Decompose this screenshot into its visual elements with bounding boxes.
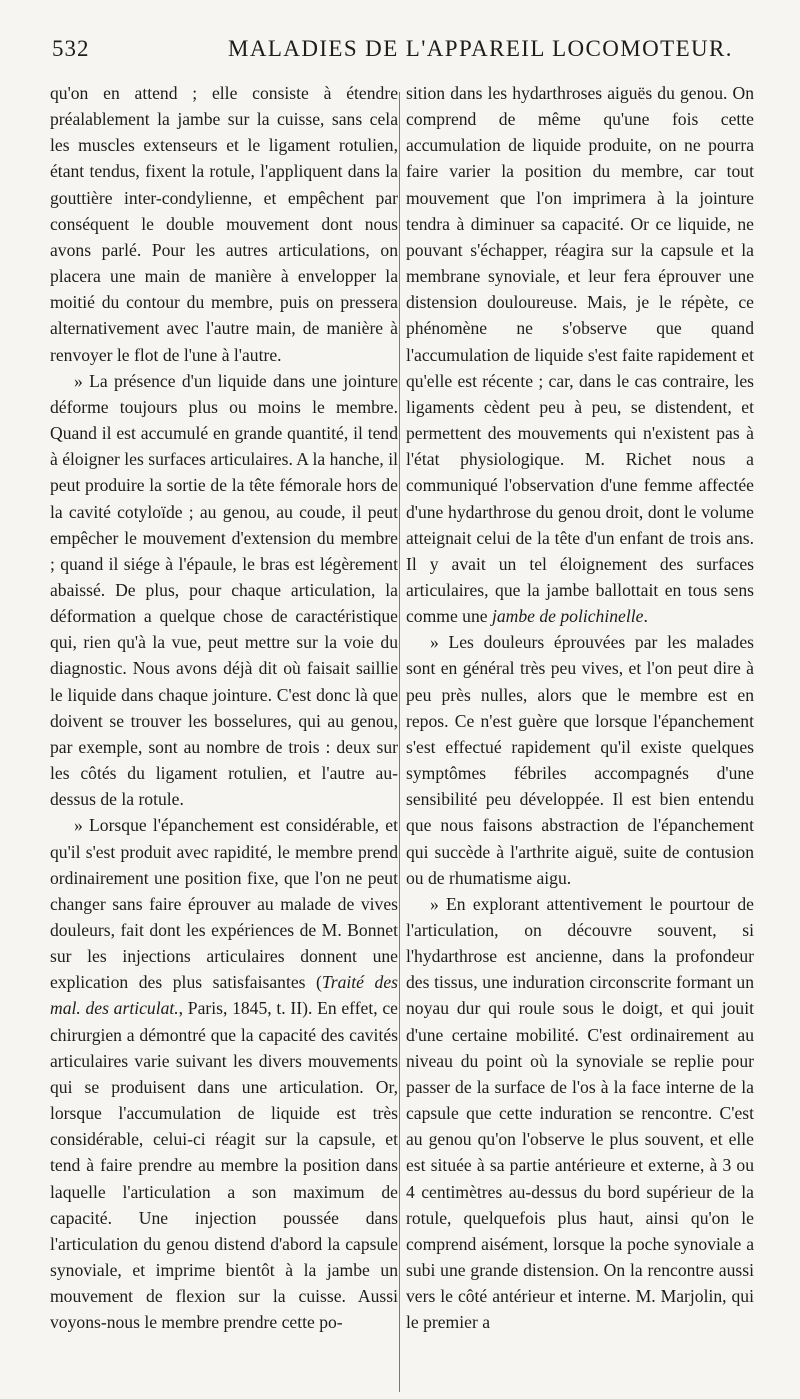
left-column <box>50 80 398 1336</box>
paragraph-text: , Paris, 1845, t. II). En effet, ce chirurgien a démontré que la capacité des cavités articulaires varie suivant les divers mouvements qui se produisent dans une articulation. Or, lorsque l'accumulation de liquide est très considérable, celui-ci réagit sur la capsule, et tend à faire prendre au membre la position dans laquelle l'articulation a son maximum de capacité. Une injection poussée dans l'articulation du genou distend d'abord la capsule synoviale, et imprime bientôt à la jambe un mouvement de flexion sur la cuisse. Aussi voyons-nous le membre prendre cette po- <box>50 998 398 1333</box>
citation-title: Traité des mal. des articulat. <box>50 972 398 1019</box>
paragraph-text: . <box>643 606 648 627</box>
paragraph <box>50 812 398 1335</box>
page-number: 532 <box>52 36 90 61</box>
emphasis-text: jambe de polichinelle <box>491 606 644 627</box>
paragraph: » Les douleurs éprouvées par les malades sont en général très peu vives, et l'on peut dire à peu près nulles, alors que le membre est en repos. Ce n'est guère que lorsque l'épanchement s'est effectué rapidement qu'il existe quelques symptômes fébriles accompagnés d'une sensibilité peu développée. Il est bien entendu que nous faisons abstraction de l'épanchement qui succède à l'arthrite aiguë, suite de contusion ou de rhumatisme aigu. <box>406 632 754 888</box>
page-header <box>52 36 752 68</box>
paragraph: » La présence d'un liquide dans une jointure déforme toujours plus ou moins le membre. Quand il est accumulé en grande quantité, il tend à éloigner les surfaces articulaires. A la hanche, il peut produire la sortie de la tête fémorale hors de la cavité cotyloïde ; au genou, au coude, il peut empêcher le mouvement d'extension du membre ; quand il siége à l'épaule, le bras est légèrement abaissé. De plus, pour chaque articulation, la déformation a quelque chose de caractéristique qui, rien qu'à la vue, peut mettre sur la voie du diagnostic. Nous avons déjà dit où faisait saillie le liquide dans chaque jointure. C'est donc là que doivent se trouver les bosselures, qui au genou, par exemple, sont au nombre de trois : deux sur les côtés du ligament rotulien, et l'autre au-dessus de la rotule. <box>50 370 398 810</box>
paragraph: qu'on en attend ; elle consiste à étendre préalablement la jambe sur la cuisse, sans cela les muscles extenseurs et le ligament rotulien, étant tendus, fixent la rotule, l'appliquent dans la gouttière inter-condylienne, et empêchent par conséquent le double mouvement dont nous avons parlé. Pour les autres articulations, on placera une main de manière à envelopper la moitié du contour du membre, puis on pressera alternativement avec l'autre main, de manière à renvoyer le flot de l'une à l'autre. <box>50 83 398 365</box>
column-divider <box>399 92 400 1392</box>
right-column <box>406 80 754 1336</box>
paragraph-text: sition dans les hydarthroses aiguës du genou. On comprend de même qu'une fois cette accumulation de liquide produite, on ne pourra faire varier la position du membre, car tout mouvement que l'on imprimera à la jointure tendra à diminuer sa capacité. Or ce liquide, ne pouvant s'échapper, réagira sur la capsule et la membrane synoviale, et leur fera éprouver une distension douloureuse. Mais, je le répète, ce phénomène ne s'observe que quand l'accumulation de liquide s'est faite rapidement et qu'elle est récente ; car, dans le cas contraire, les ligaments cèdent peu à peu, se distendent, et permettent des mouvements qui n'existent pas à l'état physiologique. M. Richet nous a communiqué l'observation d'une femme affectée d'une hydarthrose du genou droit, dont le volume atteignait celui de la tête d'un enfant de trois ans. Il y avait un tel éloignement des surfaces articulaires, que la jambe ballottait en tous sens comme une <box>406 83 754 627</box>
paragraph-text: » Lorsque l'épanchement est considérable, et qu'il s'est produit avec rapidité, le membre prend ordinairement une position fixe, que l'on ne peut changer sans faire éprouver au malade de vives douleurs, fait dont les expériences de M. Bonnet sur les injections articulaires donnent une explication des plus satisfaisantes ( <box>50 815 398 993</box>
paragraph <box>406 80 754 629</box>
paragraph: » En explorant attentivement le pourtour de l'articulation, on découvre souvent, si l'hydarthrose est ancienne, dans la profondeur des tissus, une induration circonscrite formant un noyau dur qui roule sous le doigt, et qui jouit d'une certaine mobilité. C'est ordinairement au niveau du point où la synoviale se replie pour passer de la surface de l'os à la face interne de la capsule que cette induration se rencontre. C'est au genou qu'on l'observe le plus souvent, et elle est située à sa partie antérieure et externe, à 3 ou 4 centimètres au-dessus du bord supérieur de la rotule, quelquefois plus haut, ainsi qu'on le comprend aisément, lorsque la poche synoviale a subi une grande distension. On la rencontre aussi vers le côté antérieur et interne. M. Marjolin, qui le premier a <box>406 893 754 1333</box>
running-title: MALADIES DE L'APPAREIL LOCOMOTEUR. <box>228 36 733 61</box>
